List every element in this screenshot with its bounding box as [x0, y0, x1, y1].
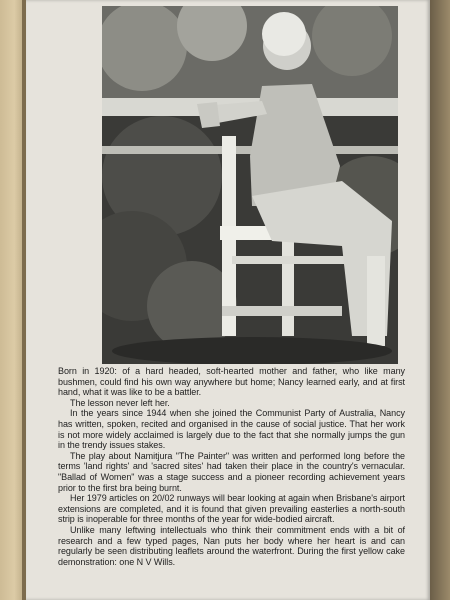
bio-paragraph-6: Unlike many leftwing intellectuals who think their commitment ends with a bit of research and a few typed pages, Nan puts her body where her heart is and can regularly be seen distributing leaflets around the waterfront. During the first yellow cake demonstration: one N V Wills.	[58, 524, 405, 567]
bio-paragraph-4: The play about Namitjura "The Painter" was written and performed long before the terms 'land rights' and 'sacred sites' had taken their place in the country's vernacular. "Ballad of Women" was a stage success and a pioneer recording achievement years prior to the first bra being burnt.	[58, 450, 405, 493]
author-photo	[102, 6, 398, 364]
bio-paragraph-1: Born in 1920: of a hard headed, soft-hearted mother and father, who like many bushmen, could find his own way anywhere but home; Nancy learned early, and at first hand, what it was like to be a battler.	[58, 366, 405, 398]
author-biography	[58, 366, 405, 567]
right-background	[430, 0, 450, 600]
bio-paragraph-3: In the years since 1944 when she joined the Communist Party of Australia, Nancy has written, spoken, recited and organised in the cause of social justice. That her work is not more widely acclaimed is largely due to the fact that she normally jumps the gun in the trendy issues stakes.	[58, 408, 405, 451]
bio-paragraph-2: The lesson never left her.	[70, 397, 170, 408]
author-photo-illustration	[102, 6, 398, 364]
bio-paragraph-5: Her 1979 articles on 20/02 runways will bear looking at again when Brisbane's airport extensions are completed, and it is found that given prevailing easterlies a north-south strip is inoperable for three months of the year for wide-bodied aircraft.	[58, 493, 405, 525]
